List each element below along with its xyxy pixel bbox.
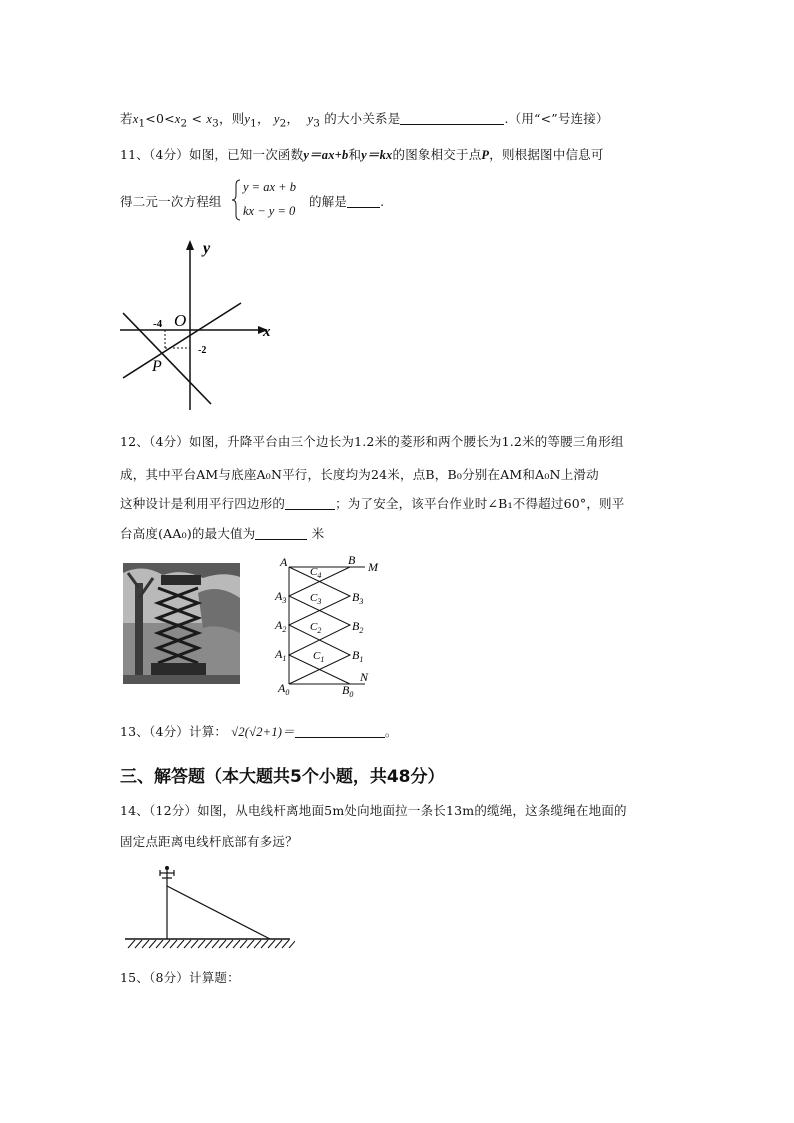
q12-line1: 12、（4分）如图，升降平台由三个边长为1.2米的菱形和两个腰长为1.2米的等腰三角形组: [120, 434, 624, 449]
q10-sep1: ，: [256, 111, 270, 126]
q11-line1: [120, 145, 604, 163]
answer-blank-q13[interactable]: [295, 725, 385, 738]
var-x3: x: [206, 112, 213, 126]
label-c3: $C_3$: [310, 592, 322, 606]
section-title: 三、解答题（本大题共5个小题，共48分）: [120, 767, 445, 787]
q11-number: 11、（4分）如图，已知一次函数: [120, 147, 304, 162]
label-b3: $B_3$: [352, 590, 364, 606]
point-p-label: P: [152, 358, 162, 375]
var-y1: y: [244, 112, 251, 126]
q11-function-2: y＝kx: [361, 148, 393, 162]
label-c2: $C_2$: [310, 621, 322, 635]
q10-cond: <0<: [145, 111, 175, 126]
label-b1: $B_1$: [352, 648, 364, 664]
var-x2: x: [174, 112, 181, 126]
q11-system-prefix: 得二元一次方程组: [120, 194, 222, 209]
q11-function-1: y＝ax+b: [303, 148, 349, 162]
line-kx: [123, 313, 211, 404]
q12-line4-a: 台高度(AA₀)的最大值为: [120, 526, 256, 541]
lift-platform-photo: [123, 563, 240, 684]
q11-line2-suffix: [309, 192, 384, 210]
q12-line3-b: ；为了安全，该平台作业时∠B₁不得超过60°，则平: [335, 496, 625, 511]
var-x1: x: [132, 112, 139, 126]
q14-line1: 14、（12分）如图，从电线杆离地面5m处向地面拉一条长13m的缆绳，这条缆绳在地面的: [120, 803, 627, 818]
system-eq2: kx − y = 0: [243, 204, 296, 218]
answer-blank-q11[interactable]: [347, 195, 380, 208]
y-tick-label: -2: [198, 345, 207, 356]
q12-line4: [120, 524, 324, 542]
q11-line2: [120, 192, 222, 210]
q11-and: 和: [348, 147, 362, 162]
q13-prefix: 13、（4分）计算：: [120, 724, 228, 739]
x-axis-label: x: [263, 324, 271, 340]
var-y2: y: [273, 112, 280, 126]
q13-end: 。: [384, 724, 398, 739]
y-axis-label: y: [203, 240, 211, 257]
q10-prefix: 若: [120, 111, 133, 126]
label-b0: $B_0$: [342, 683, 354, 699]
var-y3: y: [307, 112, 314, 126]
q11-point: P: [481, 148, 490, 162]
q10-then: ，则: [218, 111, 245, 126]
answer-blank-q10[interactable]: [400, 112, 504, 125]
q11-end: .: [380, 194, 385, 209]
q10-lt: <: [187, 111, 207, 126]
x-tick-label: -4: [153, 318, 163, 330]
q14-line2: 固定点距离电线杆底部有多远？: [120, 834, 298, 849]
q11-rest2: ，则根据图中信息可: [489, 147, 604, 162]
q12-line4-b: 米: [307, 526, 325, 541]
label-a1: $A_1$: [275, 647, 287, 663]
label-b2: $B_2$: [352, 619, 364, 635]
label-c1: $C_1$: [313, 650, 325, 664]
label-n: N: [360, 670, 369, 684]
q10-relation: 的大小关系是: [320, 111, 401, 126]
label-m: M: [368, 560, 378, 574]
answer-blank-q12a[interactable]: [285, 497, 335, 510]
answer-blank-q12b[interactable]: [255, 527, 307, 540]
y-axis-arrow-icon: [186, 240, 194, 250]
ground-hatching: [128, 940, 295, 948]
q10-hint: .（用“<”号连接）: [504, 111, 609, 126]
q11-graph: [115, 238, 275, 413]
q10-sep2: ，: [286, 111, 300, 126]
q11-rest: 的图象相交于点: [392, 147, 482, 162]
q13-line: [120, 722, 398, 740]
q15-line1: 15、（8分）计算题：: [120, 970, 240, 985]
q10-line: 若$x_1<0<x_2 < x_3$，则$y_1$， $y_2$， $y_3$ 的大小关系是 .（用“<”号连接）: [120, 111, 609, 130]
q12-line3: [120, 494, 624, 512]
label-c4: $C_4$: [310, 566, 322, 580]
label-a2: $A_2$: [275, 618, 287, 634]
q12-line2: 成，其中平台AM与底座A₀N平行，长度均为24米，点B，B₀分别在AM和A₀N上滑动: [120, 467, 599, 482]
system-eq1: y = ax + b: [243, 180, 296, 194]
origin-label: O: [174, 311, 187, 330]
q12-line3-a: 这种设计是利用平行四边形的: [120, 496, 286, 511]
q13-expression: √2(√2+1)＝: [231, 725, 295, 739]
label-a3: $A_3$: [275, 589, 287, 605]
label-b: B: [348, 553, 356, 567]
label-a0: $A_0$: [278, 681, 290, 697]
utility-pole-figure: [120, 860, 295, 955]
label-a: A: [280, 555, 288, 569]
scissor-lift-diagram: [272, 552, 392, 700]
q11-solution-label: 的解是: [309, 194, 348, 209]
